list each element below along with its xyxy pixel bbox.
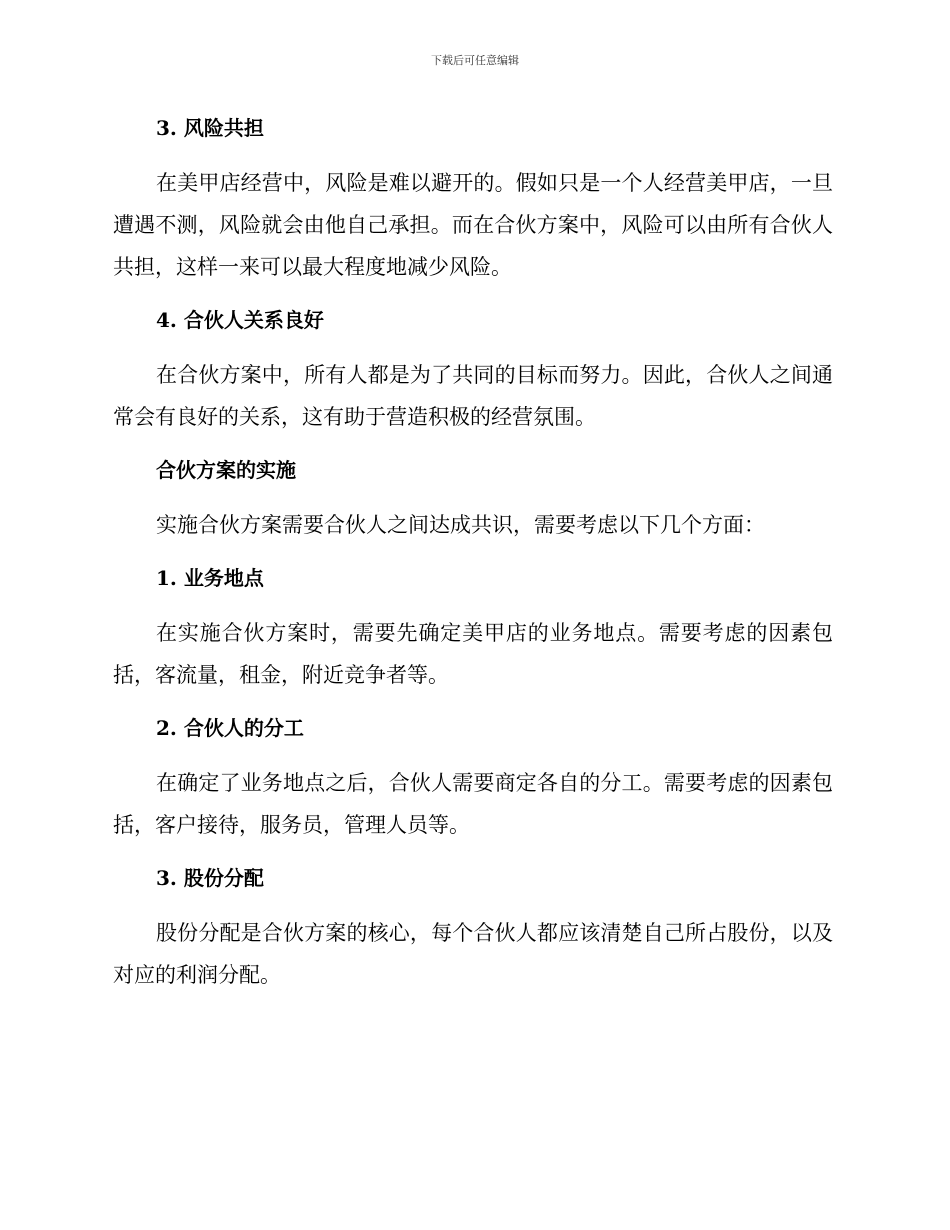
paragraph-share-allocation: 股份分配是合伙方案的核心，每个合伙人都应该清楚自己所占股份，以及对应的利润分配。 [113, 921, 833, 987]
section-heading-implementation: 合伙方案的实施 [156, 458, 296, 482]
paragraph-partner-relations: 在合伙方案中，所有人都是为了共同的目标而努力。因此，合伙人之间通常会有良好的关系，这有助于营造积极的经营氛围。 [113, 363, 833, 429]
paragraph-implementation: 实施合伙方案需要合伙人之间达成共识，需要考虑以下几个方面： [156, 513, 765, 537]
paragraph-division-of-labor: 在确定了业务地点之后，合伙人需要商定各自的分工。需要考虑的因素包括，客户接待，服务员，管理人员等。 [113, 771, 833, 837]
paragraph-risk-sharing: 在美甲店经营中，风险是难以避开的。假如只是一个人经营美甲店，一旦遭遇不测，风险就会由他自己承担。而在合伙方案中，风险可以由所有合伙人共担，这样一来可以最大程度地减少风险。 [113, 171, 833, 279]
section-heading-share-allocation: 3. 股份分配 [156, 866, 264, 890]
paragraph-business-location: 在实施合伙方案时，需要先确定美甲店的业务地点。需要考虑的因素包括，客流量，租金，附近竞争者等。 [113, 621, 833, 687]
section-heading-business-location: 1. 业务地点 [156, 566, 264, 590]
section-heading-risk-sharing: 3. 风险共担 [156, 116, 264, 140]
document-body [113, 108, 833, 1008]
section-heading-division-of-labor: 2. 合伙人的分工 [156, 716, 304, 740]
page-header: 下载后可任意编辑 [431, 54, 519, 67]
section-heading-partner-relations: 4. 合伙人关系良好 [156, 308, 324, 332]
